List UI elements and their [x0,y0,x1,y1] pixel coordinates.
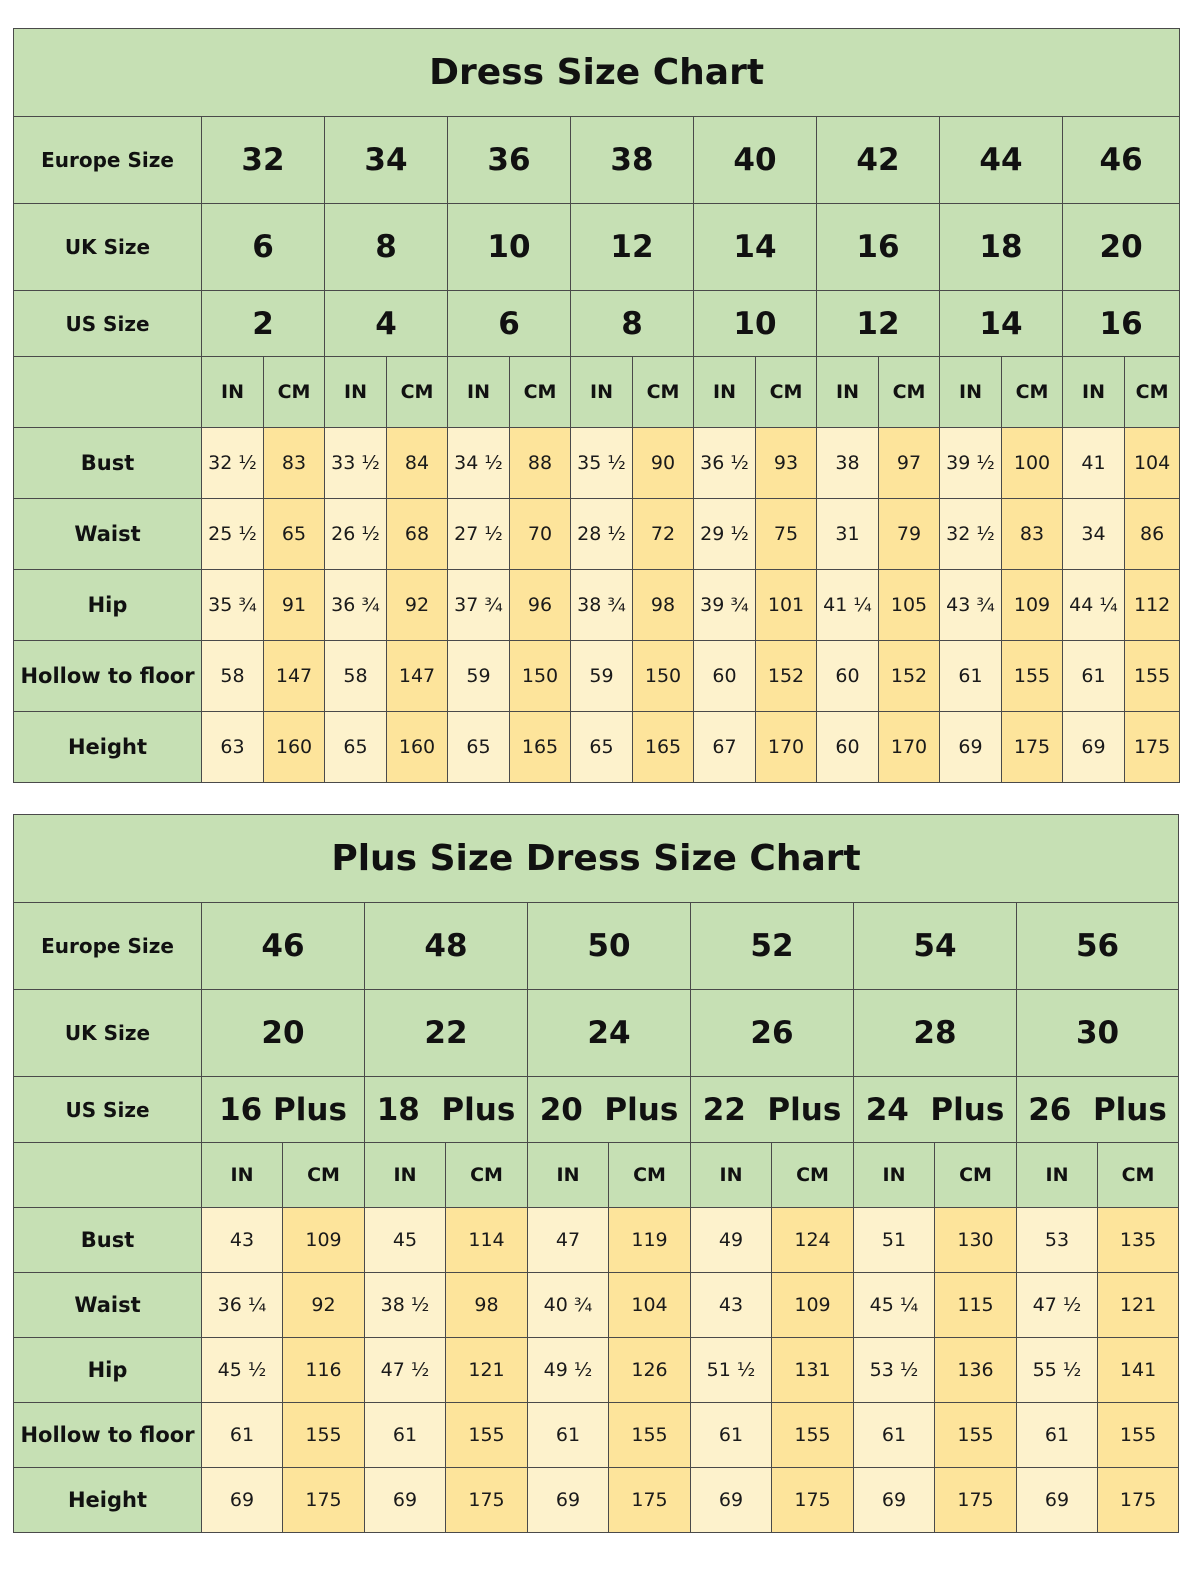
cm-value-cell: 88 [510,428,571,499]
cm-value-cell: 141 [1098,1338,1179,1403]
us-size-cell: 14 [940,291,1063,357]
cm-value-cell: 150 [633,641,694,712]
cm-value-cell: 152 [756,641,817,712]
us-size-cell: 24 Plus [854,1077,1017,1143]
row-label: UK Size [14,204,202,291]
europe-size-cell: 38 [571,117,694,204]
inch-value-cell: 58 [325,641,387,712]
inch-value-cell: 31 [817,499,879,570]
row-label: Europe Size [14,117,202,204]
unit-in-label: IN [528,1143,609,1208]
inch-value-cell: 39 ½ [940,428,1002,499]
europe-size-row [14,117,1180,204]
cm-value-cell: 116 [283,1338,365,1403]
us-size-cell: 6 [448,291,571,357]
unit-cm-label: CM [772,1143,854,1208]
cm-value-cell: 175 [772,1468,854,1533]
inch-value-cell: 35 ¾ [202,570,264,641]
inch-value-cell: 27 ½ [448,499,510,570]
cm-value-cell: 98 [446,1273,528,1338]
unit-cm-label: CM [756,357,817,428]
cm-value-cell: 105 [879,570,940,641]
inch-value-cell: 36 ¼ [202,1273,283,1338]
cm-value-cell: 175 [1098,1468,1179,1533]
unit-cm-label: CM [264,357,325,428]
europe-size-cell: 50 [528,903,691,990]
us-size-cell: 20 Plus [528,1077,691,1143]
inch-value-cell: 65 [325,712,387,783]
unit-cm-label: CM [1002,357,1063,428]
us-size-cell: 22 Plus [691,1077,854,1143]
inch-value-cell: 47 ½ [1017,1273,1098,1338]
europe-size-cell: 46 [202,903,365,990]
cm-value-cell: 165 [510,712,571,783]
inch-value-cell: 43 [202,1208,283,1273]
us-size-cell: 10 [694,291,817,357]
inch-value-cell: 58 [202,641,264,712]
inch-value-cell: 61 [202,1403,283,1468]
inch-value-cell: 49 [691,1208,772,1273]
measurement-label: Bust [14,1208,202,1273]
uk-size-cell: 24 [528,990,691,1077]
cm-value-cell: 155 [446,1403,528,1468]
unit-row [14,357,1180,428]
cm-value-cell: 109 [283,1208,365,1273]
cm-value-cell: 96 [510,570,571,641]
unit-row-corner [14,357,202,428]
cm-value-cell: 68 [387,499,448,570]
measurement-row [14,1208,1179,1273]
cm-value-cell: 104 [1125,428,1180,499]
uk-size-cell: 6 [202,204,325,291]
measurement-row [14,570,1180,641]
uk-size-cell: 8 [325,204,448,291]
uk-size-cell: 30 [1017,990,1179,1077]
cm-value-cell: 90 [633,428,694,499]
unit-in-label: IN [940,357,1002,428]
inch-value-cell: 35 ½ [571,428,633,499]
unit-in-label: IN [571,357,633,428]
cm-value-cell: 83 [264,428,325,499]
unit-cm-label: CM [446,1143,528,1208]
us-size-cell: 16 [1063,291,1180,357]
unit-row [14,1143,1179,1208]
inch-value-cell: 63 [202,712,264,783]
inch-value-cell: 69 [528,1468,609,1533]
inch-value-cell: 69 [940,712,1002,783]
cm-value-cell: 155 [772,1403,854,1468]
inch-value-cell: 69 [365,1468,446,1533]
cm-value-cell: 91 [264,570,325,641]
inch-value-cell: 69 [691,1468,772,1533]
europe-size-row [14,903,1179,990]
unit-in-label: IN [1017,1143,1098,1208]
cm-value-cell: 112 [1125,570,1180,641]
cm-value-cell: 165 [633,712,694,783]
cm-value-cell: 175 [609,1468,691,1533]
cm-value-cell: 75 [756,499,817,570]
unit-cm-label: CM [935,1143,1017,1208]
us-size-cell: 2 [202,291,325,357]
inch-value-cell: 39 ¾ [694,570,756,641]
inch-value-cell: 45 ½ [202,1338,283,1403]
inch-value-cell: 43 [691,1273,772,1338]
cm-value-cell: 170 [879,712,940,783]
cm-value-cell: 155 [1002,641,1063,712]
measurement-label: Bust [14,428,202,499]
inch-value-cell: 36 ¾ [325,570,387,641]
cm-value-cell: 136 [935,1338,1017,1403]
unit-cm-label: CM [879,357,940,428]
measurement-row [14,1273,1179,1338]
inch-value-cell: 25 ½ [202,499,264,570]
cm-value-cell: 114 [446,1208,528,1273]
uk-size-cell: 10 [448,204,571,291]
cm-value-cell: 98 [633,570,694,641]
cm-value-cell: 175 [1002,712,1063,783]
us-size-cell: 26 Plus [1017,1077,1179,1143]
cm-value-cell: 160 [387,712,448,783]
inch-value-cell: 53 [1017,1208,1098,1273]
europe-size-cell: 46 [1063,117,1180,204]
cm-value-cell: 147 [387,641,448,712]
cm-value-cell: 126 [609,1338,691,1403]
cm-value-cell: 101 [756,570,817,641]
inch-value-cell: 51 ½ [691,1338,772,1403]
europe-size-cell: 34 [325,117,448,204]
cm-value-cell: 79 [879,499,940,570]
row-label: US Size [14,291,202,357]
us-size-cell: 18 Plus [365,1077,528,1143]
unit-in-label: IN [1063,357,1125,428]
europe-size-cell: 44 [940,117,1063,204]
inch-value-cell: 37 ¾ [448,570,510,641]
inch-value-cell: 61 [691,1403,772,1468]
size-table [13,814,1179,1533]
inch-value-cell: 34 ½ [448,428,510,499]
cm-value-cell: 119 [609,1208,691,1273]
measurement-rows [14,1208,1179,1533]
europe-size-cell: 48 [365,903,528,990]
uk-size-row [14,990,1179,1077]
inch-value-cell: 60 [817,712,879,783]
inch-value-cell: 45 ¼ [854,1273,935,1338]
uk-size-cell: 26 [691,990,854,1077]
cm-value-cell: 100 [1002,428,1063,499]
inch-value-cell: 41 ¼ [817,570,879,641]
europe-size-cell: 56 [1017,903,1179,990]
measurement-label: Height [14,712,202,783]
measurement-row [14,641,1180,712]
cm-value-cell: 121 [446,1338,528,1403]
inch-value-cell: 32 ½ [202,428,264,499]
row-label: UK Size [14,990,202,1077]
inch-value-cell: 44 ¼ [1063,570,1125,641]
inch-value-cell: 61 [1063,641,1125,712]
measurement-label: Waist [14,499,202,570]
cm-value-cell: 135 [1098,1208,1179,1273]
unit-cm-label: CM [283,1143,365,1208]
measurement-label: Waist [14,1273,202,1338]
cm-value-cell: 155 [935,1403,1017,1468]
cm-value-cell: 175 [283,1468,365,1533]
cm-value-cell: 152 [879,641,940,712]
unit-in-label: IN [202,1143,283,1208]
cm-value-cell: 65 [264,499,325,570]
inch-value-cell: 59 [571,641,633,712]
measurement-row [14,1468,1179,1533]
inch-value-cell: 38 ½ [365,1273,446,1338]
inch-value-cell: 60 [817,641,879,712]
uk-size-cell: 20 [202,990,365,1077]
europe-size-cell: 32 [202,117,325,204]
measurement-row [14,1403,1179,1468]
us-size-row [14,291,1180,357]
inch-value-cell: 61 [854,1403,935,1468]
uk-size-cell: 20 [1063,204,1180,291]
measurement-row [14,428,1180,499]
cm-value-cell: 72 [633,499,694,570]
uk-size-cell: 16 [817,204,940,291]
inch-value-cell: 29 ½ [694,499,756,570]
inch-value-cell: 53 ½ [854,1338,935,1403]
cm-value-cell: 147 [264,641,325,712]
cm-value-cell: 121 [1098,1273,1179,1338]
measurement-label: Hip [14,1338,202,1403]
measurement-rows [14,428,1180,783]
measurement-row [14,1338,1179,1403]
inch-value-cell: 33 ½ [325,428,387,499]
inch-value-cell: 32 ½ [940,499,1002,570]
cm-value-cell: 160 [264,712,325,783]
measurement-label: Height [14,1468,202,1533]
inch-value-cell: 47 [528,1208,609,1273]
uk-size-row [14,204,1180,291]
cm-value-cell: 93 [756,428,817,499]
us-size-cell: 16 Plus [202,1077,365,1143]
unit-cm-label: CM [1098,1143,1179,1208]
inch-value-cell: 51 [854,1208,935,1273]
unit-in-label: IN [817,357,879,428]
cm-value-cell: 92 [387,570,448,641]
unit-in-label: IN [694,357,756,428]
measurement-label: Hollow to floor [14,1403,202,1468]
cm-value-cell: 155 [1098,1403,1179,1468]
inch-value-cell: 40 ¾ [528,1273,609,1338]
plus-size-dress-size-chart [13,814,1178,1533]
europe-size-cell: 52 [691,903,854,990]
measurement-row [14,712,1180,783]
inch-value-cell: 45 [365,1208,446,1273]
cm-value-cell: 130 [935,1208,1017,1273]
inch-value-cell: 47 ½ [365,1338,446,1403]
us-size-row [14,1077,1179,1143]
inch-value-cell: 61 [365,1403,446,1468]
uk-size-cell: 28 [854,990,1017,1077]
inch-value-cell: 69 [1063,712,1125,783]
cm-value-cell: 84 [387,428,448,499]
cm-value-cell: 155 [1125,641,1180,712]
cm-value-cell: 124 [772,1208,854,1273]
unit-cm-label: CM [633,357,694,428]
inch-value-cell: 43 ¾ [940,570,1002,641]
cm-value-cell: 104 [609,1273,691,1338]
inch-value-cell: 69 [1017,1468,1098,1533]
us-size-cell: 4 [325,291,448,357]
europe-size-cell: 36 [448,117,571,204]
us-size-cell: 8 [571,291,694,357]
measurement-row [14,499,1180,570]
cm-value-cell: 115 [935,1273,1017,1338]
inch-value-cell: 36 ½ [694,428,756,499]
measurement-label: Hip [14,570,202,641]
uk-size-cell: 22 [365,990,528,1077]
row-label: Europe Size [14,903,202,990]
inch-value-cell: 61 [1017,1403,1098,1468]
inch-value-cell: 59 [448,641,510,712]
cm-value-cell: 70 [510,499,571,570]
unit-cm-label: CM [510,357,571,428]
inch-value-cell: 60 [694,641,756,712]
cm-value-cell: 97 [879,428,940,499]
unit-cm-label: CM [1125,357,1180,428]
unit-in-label: IN [854,1143,935,1208]
cm-value-cell: 83 [1002,499,1063,570]
inch-value-cell: 38 [817,428,879,499]
unit-in-label: IN [325,357,387,428]
inch-value-cell: 67 [694,712,756,783]
cm-value-cell: 175 [446,1468,528,1533]
inch-value-cell: 26 ½ [325,499,387,570]
inch-value-cell: 61 [940,641,1002,712]
cm-value-cell: 131 [772,1338,854,1403]
inch-value-cell: 69 [202,1468,283,1533]
cm-value-cell: 155 [283,1403,365,1468]
unit-row-corner [14,1143,202,1208]
europe-size-cell: 42 [817,117,940,204]
cm-value-cell: 150 [510,641,571,712]
inch-value-cell: 65 [571,712,633,783]
inch-value-cell: 38 ¾ [571,570,633,641]
cm-value-cell: 86 [1125,499,1180,570]
europe-size-cell: 54 [854,903,1017,990]
inch-value-cell: 65 [448,712,510,783]
unit-cm-label: CM [609,1143,691,1208]
unit-in-label: IN [448,357,510,428]
inch-value-cell: 49 ½ [528,1338,609,1403]
chart-title: Dress Size Chart [14,29,1180,117]
cm-value-cell: 175 [1125,712,1180,783]
cm-value-cell: 109 [1002,570,1063,641]
unit-in-label: IN [691,1143,772,1208]
uk-size-cell: 18 [940,204,1063,291]
inch-value-cell: 55 ½ [1017,1338,1098,1403]
unit-in-label: IN [202,357,264,428]
dress-size-chart [13,28,1178,783]
uk-size-cell: 14 [694,204,817,291]
inch-value-cell: 61 [528,1403,609,1468]
inch-value-cell: 28 ½ [571,499,633,570]
chart-title: Plus Size Dress Size Chart [14,815,1179,903]
size-table [13,28,1180,783]
us-size-cell: 12 [817,291,940,357]
unit-cm-label: CM [387,357,448,428]
inch-value-cell: 34 [1063,499,1125,570]
row-label: US Size [14,1077,202,1143]
unit-in-label: IN [365,1143,446,1208]
europe-size-cell: 40 [694,117,817,204]
inch-value-cell: 69 [854,1468,935,1533]
cm-value-cell: 109 [772,1273,854,1338]
measurement-label: Hollow to floor [14,641,202,712]
cm-value-cell: 170 [756,712,817,783]
inch-value-cell: 41 [1063,428,1125,499]
cm-value-cell: 155 [609,1403,691,1468]
cm-value-cell: 92 [283,1273,365,1338]
uk-size-cell: 12 [571,204,694,291]
cm-value-cell: 175 [935,1468,1017,1533]
